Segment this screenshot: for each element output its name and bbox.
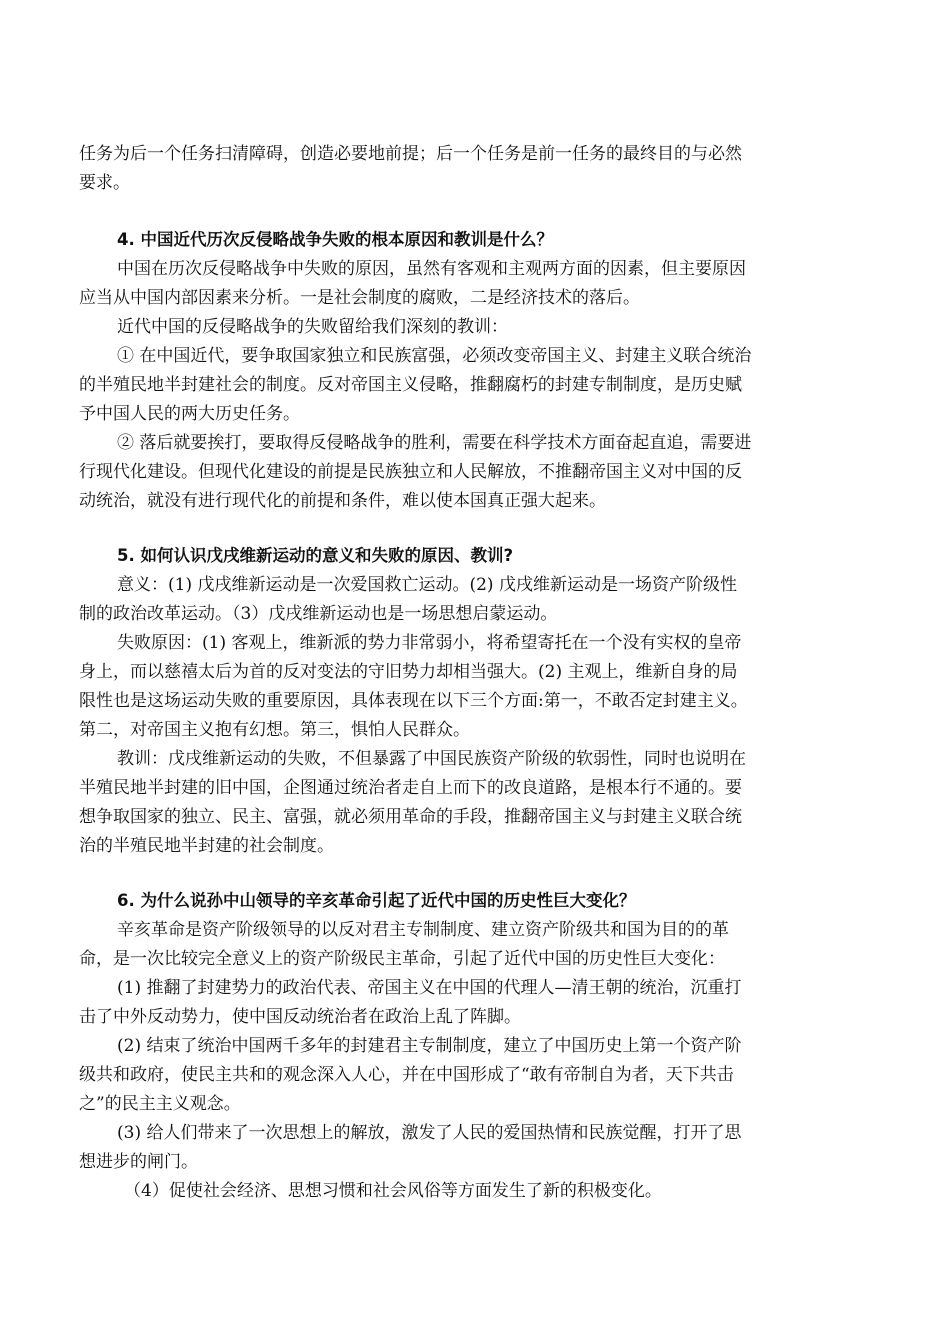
paragraph-line: 限性也是这场运动失败的重要原因，具体表现在以下三个方面:第一，不敢否定封建主义。: [79, 691, 748, 711]
paragraph-line: （4）促使社会经济、思想习惯和社会风俗等方面发生了新的积极变化。: [124, 1181, 662, 1201]
paragraph-line: 予中国人民的两大历史任务。: [79, 404, 300, 424]
paragraph-line: (3) 给人们带来了一次思想上的解放，激发了人民的爱国热情和民族觉醒，打开了思: [117, 1123, 742, 1143]
paragraph-line: 行现代化建设。但现代化建设的前提是民族独立和人民解放，不推翻帝国主义对中国的反: [79, 462, 742, 482]
paragraph-line: 要求。: [79, 173, 130, 193]
paragraph-line: 身上，而以慈禧太后为首的反对变法的守旧势力却相当强大。(2) 主观上，维新自身的局: [79, 662, 738, 682]
paragraph-line: 动统治，就没有进行现代化的前提和条件，难以使本国真正强大起来。: [79, 491, 606, 511]
paragraph-line: 第二，对帝国主义抱有幻想。第三，惧怕人民群众。: [79, 720, 470, 740]
paragraph-line: 击了中外反动势力，使中国反动统治者在政治上乱了阵脚。: [79, 1007, 521, 1027]
paragraph-line: (2) 结束了统治中国两千多年的封建君主专制制度，建立了中国历史上第一个资产阶: [117, 1036, 742, 1056]
question-6-heading: 6. 为什么说孙中山领导的辛亥革命引起了近代中国的历史性巨大变化？: [117, 891, 636, 910]
paragraph-line: 失败原因：(1) 客观上，维新派的势力非常弱小，将希望寄托在一个没有实权的皇帝: [117, 633, 742, 653]
paragraph-line: 中国在历次反侵略战争中失败的原因，虽然有客观和主观两方面的因素，但主要原因: [117, 259, 746, 279]
paragraph-line: 近代中国的反侵略战争的失败留给我们深刻的教训：: [117, 317, 508, 337]
paragraph-line: 级共和政府，使民主共和的观念深入人心，并在中国形成了“敢有帝制自为者，天下共击: [79, 1065, 734, 1085]
question-5-heading: 5. 如何认识戊戌维新运动的意义和失败的原因、教训?: [117, 546, 514, 565]
paragraph-line: 命，是一次比较完全意义上的资产阶级民主革命，引起了近代中国的历史性巨大变化：: [79, 949, 725, 969]
question-4-heading: 4. 中国近代历次反侵略战争失败的根本原因和教训是什么？: [117, 230, 553, 249]
paragraph-line: 应当从中国内部因素来分析。一是社会制度的腐败，二是经济技术的落后。: [79, 288, 640, 308]
paragraph-line: 意义：(1) 戊戌维新运动是一次爱国救亡运动。(2) 戊戌维新运动是一场资产阶级性: [117, 575, 737, 595]
paragraph-line: 想争取国家的独立、民主、富强，就必须用革命的手段，推翻帝国主义与封建主义联合统: [79, 807, 742, 827]
paragraph-line: 治的半殖民地半封建的社会制度。: [79, 836, 334, 856]
paragraph-line: 制的政治改革运动。（3）戊戌维新运动也是一场思想启蒙运动。: [79, 604, 558, 624]
paragraph-line: 想进步的闸门。: [79, 1152, 198, 1172]
paragraph-line: ② 落后就要挨打，要取得反侵略战争的胜利，需要在科学技术方面奋起直追，需要进: [117, 433, 752, 453]
paragraph-line: 辛亥革命是资产阶级领导的以反对君主专制制度、建立资产阶级共和国为目的的革: [117, 920, 729, 940]
paragraph-line: 任务为后一个任务扫清障碍，创造必要地前提；后一个任务是前一任务的最终目的与必然: [79, 144, 742, 164]
paragraph-line: 教训：戊戌维新运动的失败，不但暴露了中国民族资产阶级的软弱性，同时也说明在: [117, 749, 746, 769]
paragraph-line: 的半殖民地半封建社会的制度。反对帝国主义侵略，推翻腐朽的封建专制制度，是历史赋: [79, 375, 742, 395]
paragraph-line: (1) 推翻了封建势力的政治代表、帝国主义在中国的代理人—清王朝的统治，沉重打: [117, 978, 742, 998]
paragraph-line: 半殖民地半封建的旧中国，企图通过统治者走自上而下的改良道路，是根本行不通的。要: [79, 778, 742, 798]
paragraph-line: ① 在中国近代，要争取国家独立和民族富强，必须改变帝国主义、封建主义联合统治: [117, 346, 752, 366]
paragraph-line: 之”的民主主义观念。: [79, 1094, 241, 1114]
